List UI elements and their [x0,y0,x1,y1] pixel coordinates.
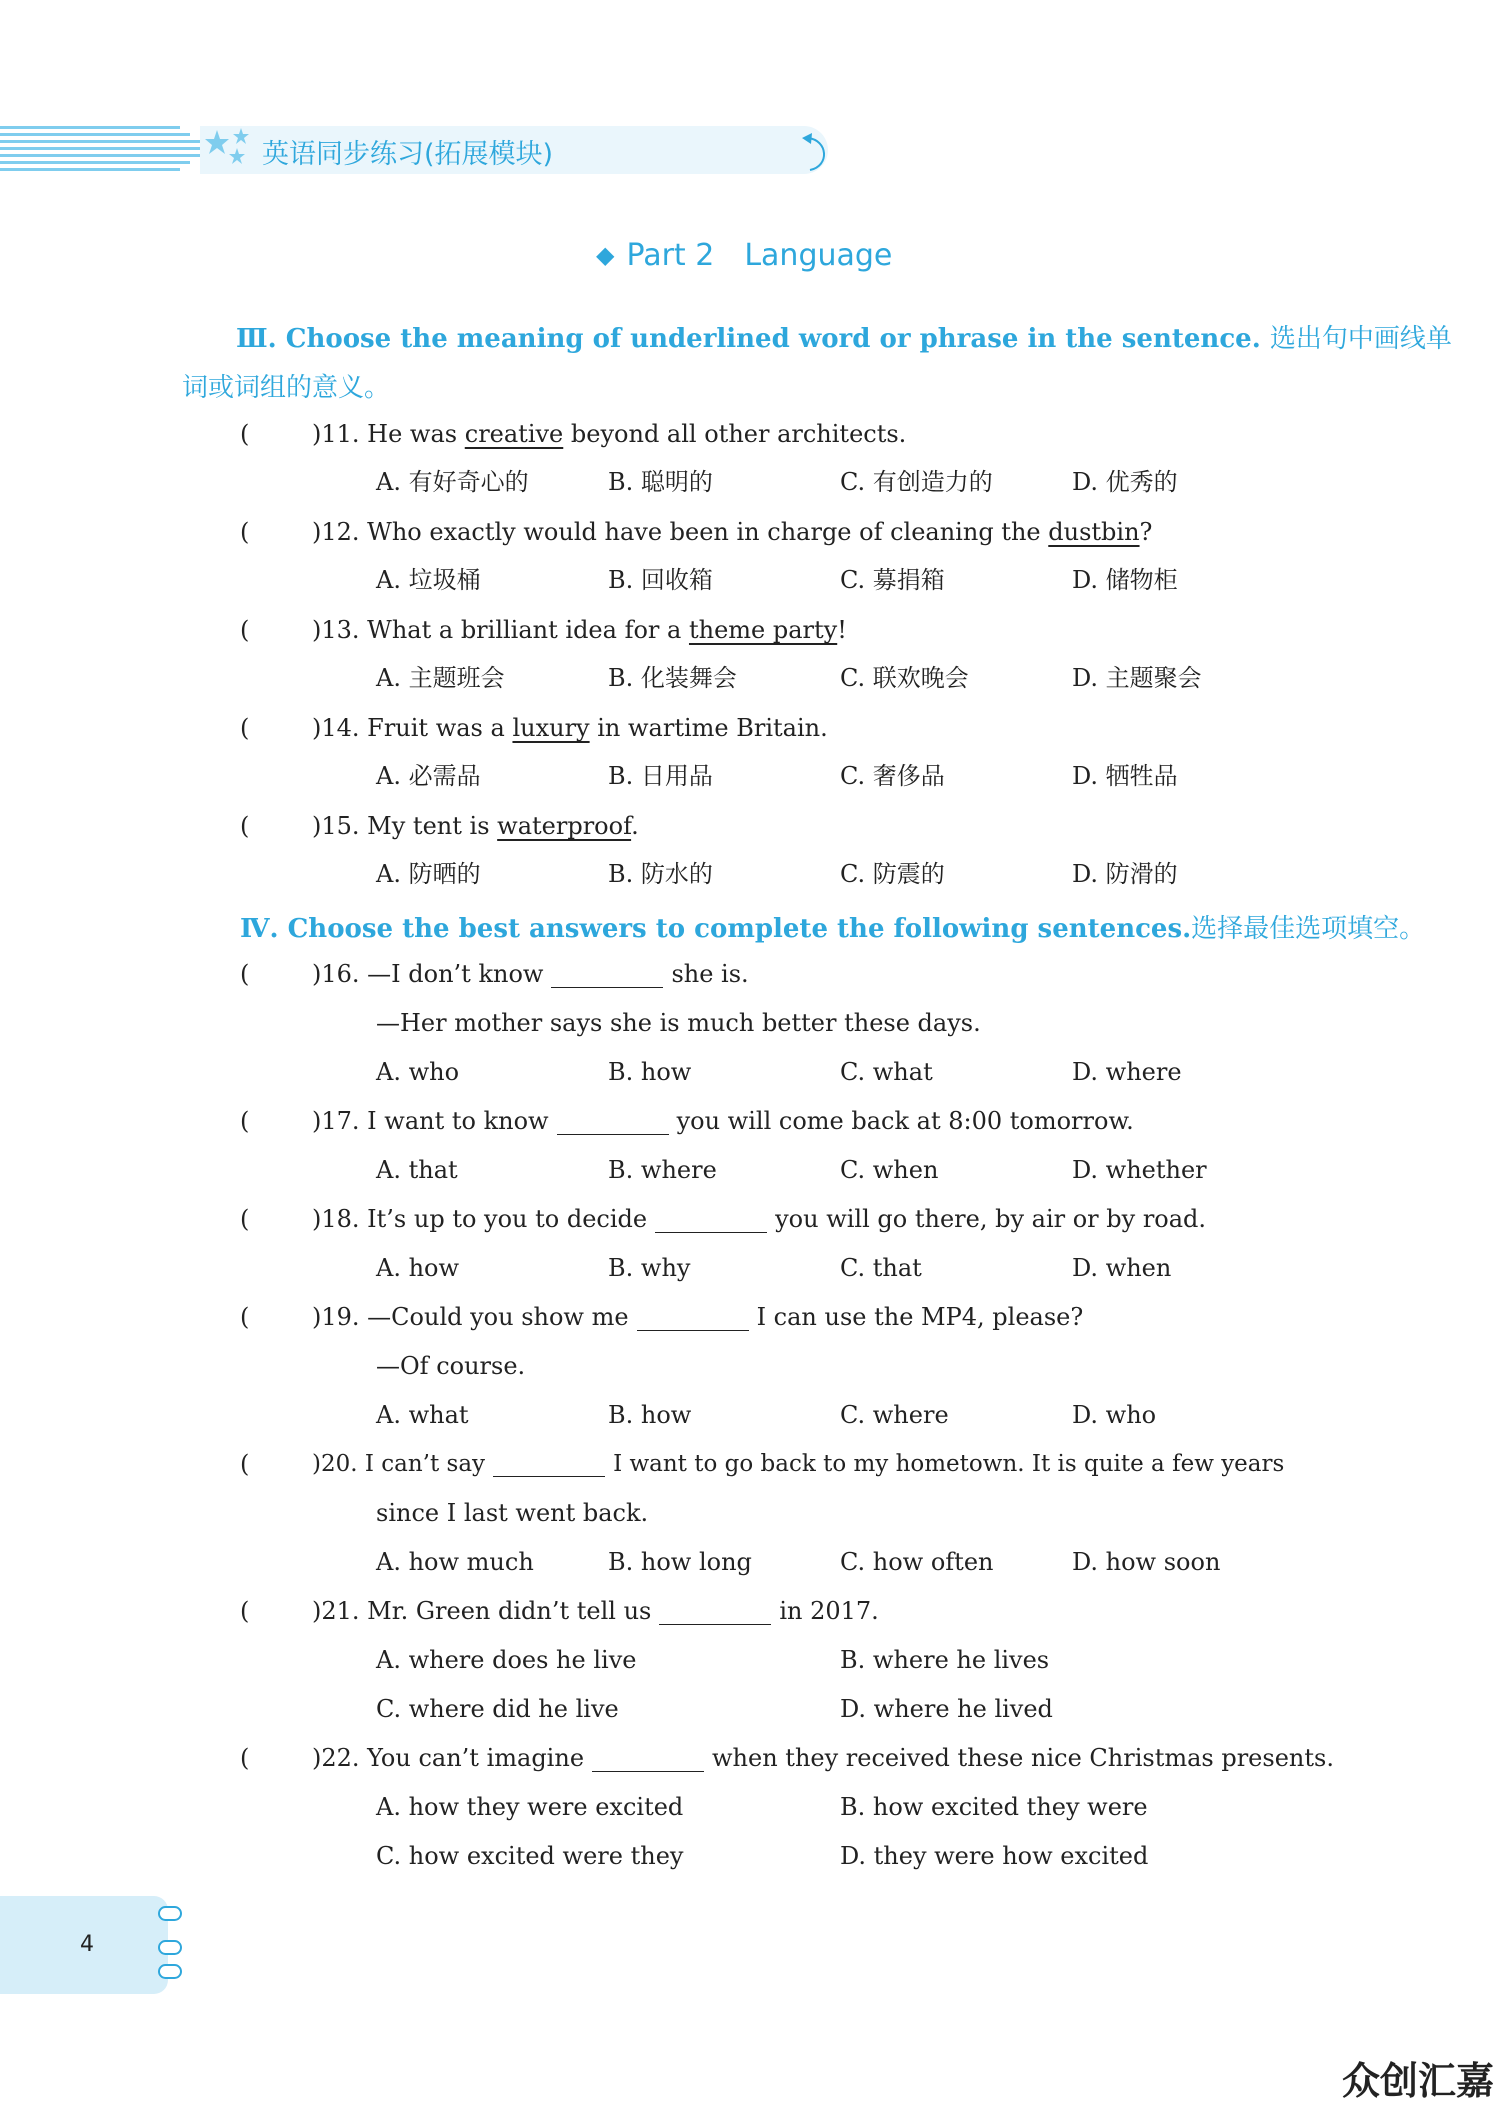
question-number: )17. [312,1107,360,1135]
question-16 [312,959,749,989]
binder-ring-icon [158,1940,182,1955]
option-c[interactable]: C. where [840,1401,949,1429]
question-text: ! [837,616,847,644]
option-d[interactable]: D. 防滑的 [1072,860,1178,888]
answer-blank[interactable] [637,1310,749,1331]
section-3-heading [236,318,1452,355]
header-title: 英语同步练习(拓展模块) [262,139,554,170]
part-title [596,238,892,273]
answer-bracket[interactable]: ( [240,960,250,988]
option-b[interactable]: B. 化装舞会 [608,664,737,692]
option-a[interactable]: A. 垃圾桶 [376,566,481,594]
question-22 [312,1743,1334,1773]
question-number: )21. [312,1597,360,1625]
option-c[interactable]: C. how often [840,1548,994,1576]
question-text: you will go there, by air or by road. [775,1205,1207,1233]
underlined-word: luxury [512,714,590,742]
option-d[interactable]: D. 优秀的 [1072,468,1178,496]
question-12 [312,517,1152,547]
question-14 [312,713,828,743]
option-a[interactable]: A. how they were excited [376,1793,684,1821]
question-19 [312,1302,1083,1332]
question-text: when they received these nice Christmas presents. [712,1744,1334,1772]
header-stripes [0,124,215,174]
question-number: )22. [312,1744,360,1772]
answer-bracket[interactable]: ( [240,1450,250,1478]
part-name: Language [744,238,893,273]
answer-blank[interactable] [551,967,663,988]
answer-bracket[interactable]: ( [240,1107,250,1135]
option-d[interactable]: D. how soon [1072,1548,1221,1576]
question-text: Who exactly would have been in charge of cleaning the [367,518,1041,546]
option-c[interactable]: C. what [840,1058,933,1086]
option-c[interactable]: C. 防震的 [840,860,945,888]
option-a[interactable]: A. who [376,1058,460,1086]
question-text: you will come back at 8:00 tomorrow. [676,1107,1134,1135]
option-b[interactable]: B. 防水的 [608,860,713,888]
question-text: —Could you show me [367,1303,629,1331]
answer-bracket[interactable]: ( [240,714,250,742]
question-text: ? [1139,518,1153,546]
option-d[interactable]: D. they were how excited [840,1842,1149,1870]
option-d[interactable]: D. 储物柜 [1072,566,1178,594]
question-number: )13. [312,616,360,644]
answer-bracket[interactable]: ( [240,518,250,546]
question-text: It’s up to you to decide [367,1205,648,1233]
option-d[interactable]: D. where he lived [840,1695,1053,1723]
option-b[interactable]: B. how excited they were [840,1793,1148,1821]
question-number: )11. [312,420,360,448]
question-13 [312,615,847,645]
section-3-english: Ⅲ. Choose the meaning of underlined word or phrase in the sentence. [236,324,1261,354]
section-4-heading [240,908,1425,945]
option-d[interactable]: D. 牺牲品 [1072,762,1178,790]
question-16-line2: —Her mother says she is much better these days. [376,1009,981,1037]
underlined-word: creative [464,420,564,448]
return-arrow-icon [800,132,832,174]
question-text: —I don’t know [367,960,544,988]
question-text: You can’t imagine [367,1744,585,1772]
part-number: Part 2 [626,238,715,273]
option-a[interactable]: A. that [376,1156,458,1184]
option-c[interactable]: C. 募捐箱 [840,566,945,594]
answer-bracket[interactable]: ( [240,1205,250,1233]
question-number: )20. [312,1451,358,1477]
binder-ring-icon [158,1906,182,1921]
question-text: Mr. Green didn’t tell us [367,1597,652,1625]
option-b[interactable]: B. 聪明的 [608,468,713,496]
option-a[interactable]: A. 主题班会 [376,664,505,692]
question-text: in 2017. [779,1597,879,1625]
option-c[interactable]: C. how excited were they [376,1842,684,1870]
option-a[interactable]: A. 防晒的 [376,860,481,888]
question-text: My tent is [367,812,490,840]
option-d[interactable]: D. where [1072,1058,1182,1086]
option-a[interactable]: A. how [376,1254,460,1282]
option-d[interactable]: D. when [1072,1254,1172,1282]
option-c[interactable]: C. that [840,1254,922,1282]
answer-bracket[interactable]: ( [240,1744,250,1772]
option-a[interactable]: A. 有好奇心的 [376,468,529,496]
option-c[interactable]: C. when [840,1156,939,1184]
answer-bracket[interactable]: ( [240,812,250,840]
option-c[interactable]: C. 有创造力的 [840,468,993,496]
question-17 [312,1106,1134,1136]
section-4-english: Ⅳ. Choose the best answers to complete the following sentences. [240,914,1192,944]
option-a[interactable]: A. 必需品 [376,762,481,790]
star-icon [205,128,255,170]
option-d[interactable]: D. who [1072,1401,1157,1429]
question-text: she is. [671,960,749,988]
answer-bracket[interactable]: ( [240,1597,250,1625]
question-text: He was [367,420,458,448]
question-number: )19. [312,1303,360,1331]
option-b[interactable]: B. how [608,1058,692,1086]
question-text: in wartime Britain. [597,714,828,742]
question-number: )12. [312,518,360,546]
answer-blank[interactable] [655,1212,767,1233]
section-3-heading-cont [182,367,390,404]
question-text: . [631,812,639,840]
option-c[interactable]: C. 奢侈品 [840,762,945,790]
option-b[interactable]: B. 日用品 [608,762,713,790]
answer-blank[interactable] [557,1114,669,1135]
question-18 [312,1204,1206,1234]
option-b[interactable]: B. where he lives [840,1646,1050,1674]
answer-bracket[interactable]: ( [240,616,250,644]
question-20-line2: since I last went back. [376,1499,649,1527]
page-number: 4 [80,1932,94,1957]
option-b[interactable]: B. how long [608,1548,752,1576]
question-text: beyond all other architects. [570,420,907,448]
option-c[interactable]: C. where did he live [376,1695,619,1723]
question-number: )14. [312,714,360,742]
question-text: Fruit was a [367,714,505,742]
answer-blank[interactable] [659,1604,771,1625]
section-3-chinese-cont: 词或词组的意义。 [182,373,391,403]
option-a[interactable]: A. what [376,1401,469,1429]
option-a[interactable]: A. how much [376,1548,534,1576]
binder-ring-icon [158,1964,182,1979]
option-d[interactable]: D. 主题聚会 [1072,664,1202,692]
question-text: I want to know [367,1107,549,1135]
question-text: I want to go back to my hometown. It is quite a few years [613,1451,1285,1477]
option-b[interactable]: B. why [608,1254,691,1282]
question-number: )16. [312,960,360,988]
brand-watermark: 众创汇嘉 [1342,2059,1495,2103]
question-20 [312,1449,1284,1479]
underlined-word: dustbin [1048,518,1140,546]
underlined-word: waterproof [497,812,632,840]
option-b[interactable]: B. where [608,1156,717,1184]
answer-blank[interactable] [592,1751,704,1772]
question-number: )15. [312,812,360,840]
question-number: )18. [312,1205,360,1233]
option-b[interactable]: B. 回收箱 [608,566,713,594]
question-text: I can use the MP4, please? [756,1303,1084,1331]
underlined-word: theme party [688,616,838,644]
option-d[interactable]: D. whether [1072,1156,1207,1184]
diamond-icon: ◆ [596,241,615,269]
section-3-chinese: 选出句中画线单 [1269,324,1452,354]
question-text: What a brilliant idea for a [367,616,682,644]
question-text: I can’t say [364,1451,486,1477]
question-11 [312,419,906,449]
option-c[interactable]: C. 联欢晚会 [840,664,969,692]
answer-blank[interactable] [493,1456,605,1477]
question-15 [312,811,639,841]
option-a[interactable]: A. where does he live [376,1646,637,1674]
section-4-chinese: 选择最佳选项填空。 [1191,914,1426,944]
answer-bracket[interactable]: ( [240,1303,250,1331]
question-19-line2: —Of course. [376,1352,526,1380]
question-21 [312,1596,879,1626]
answer-bracket[interactable]: ( [240,420,250,448]
option-b[interactable]: B. how [608,1401,692,1429]
